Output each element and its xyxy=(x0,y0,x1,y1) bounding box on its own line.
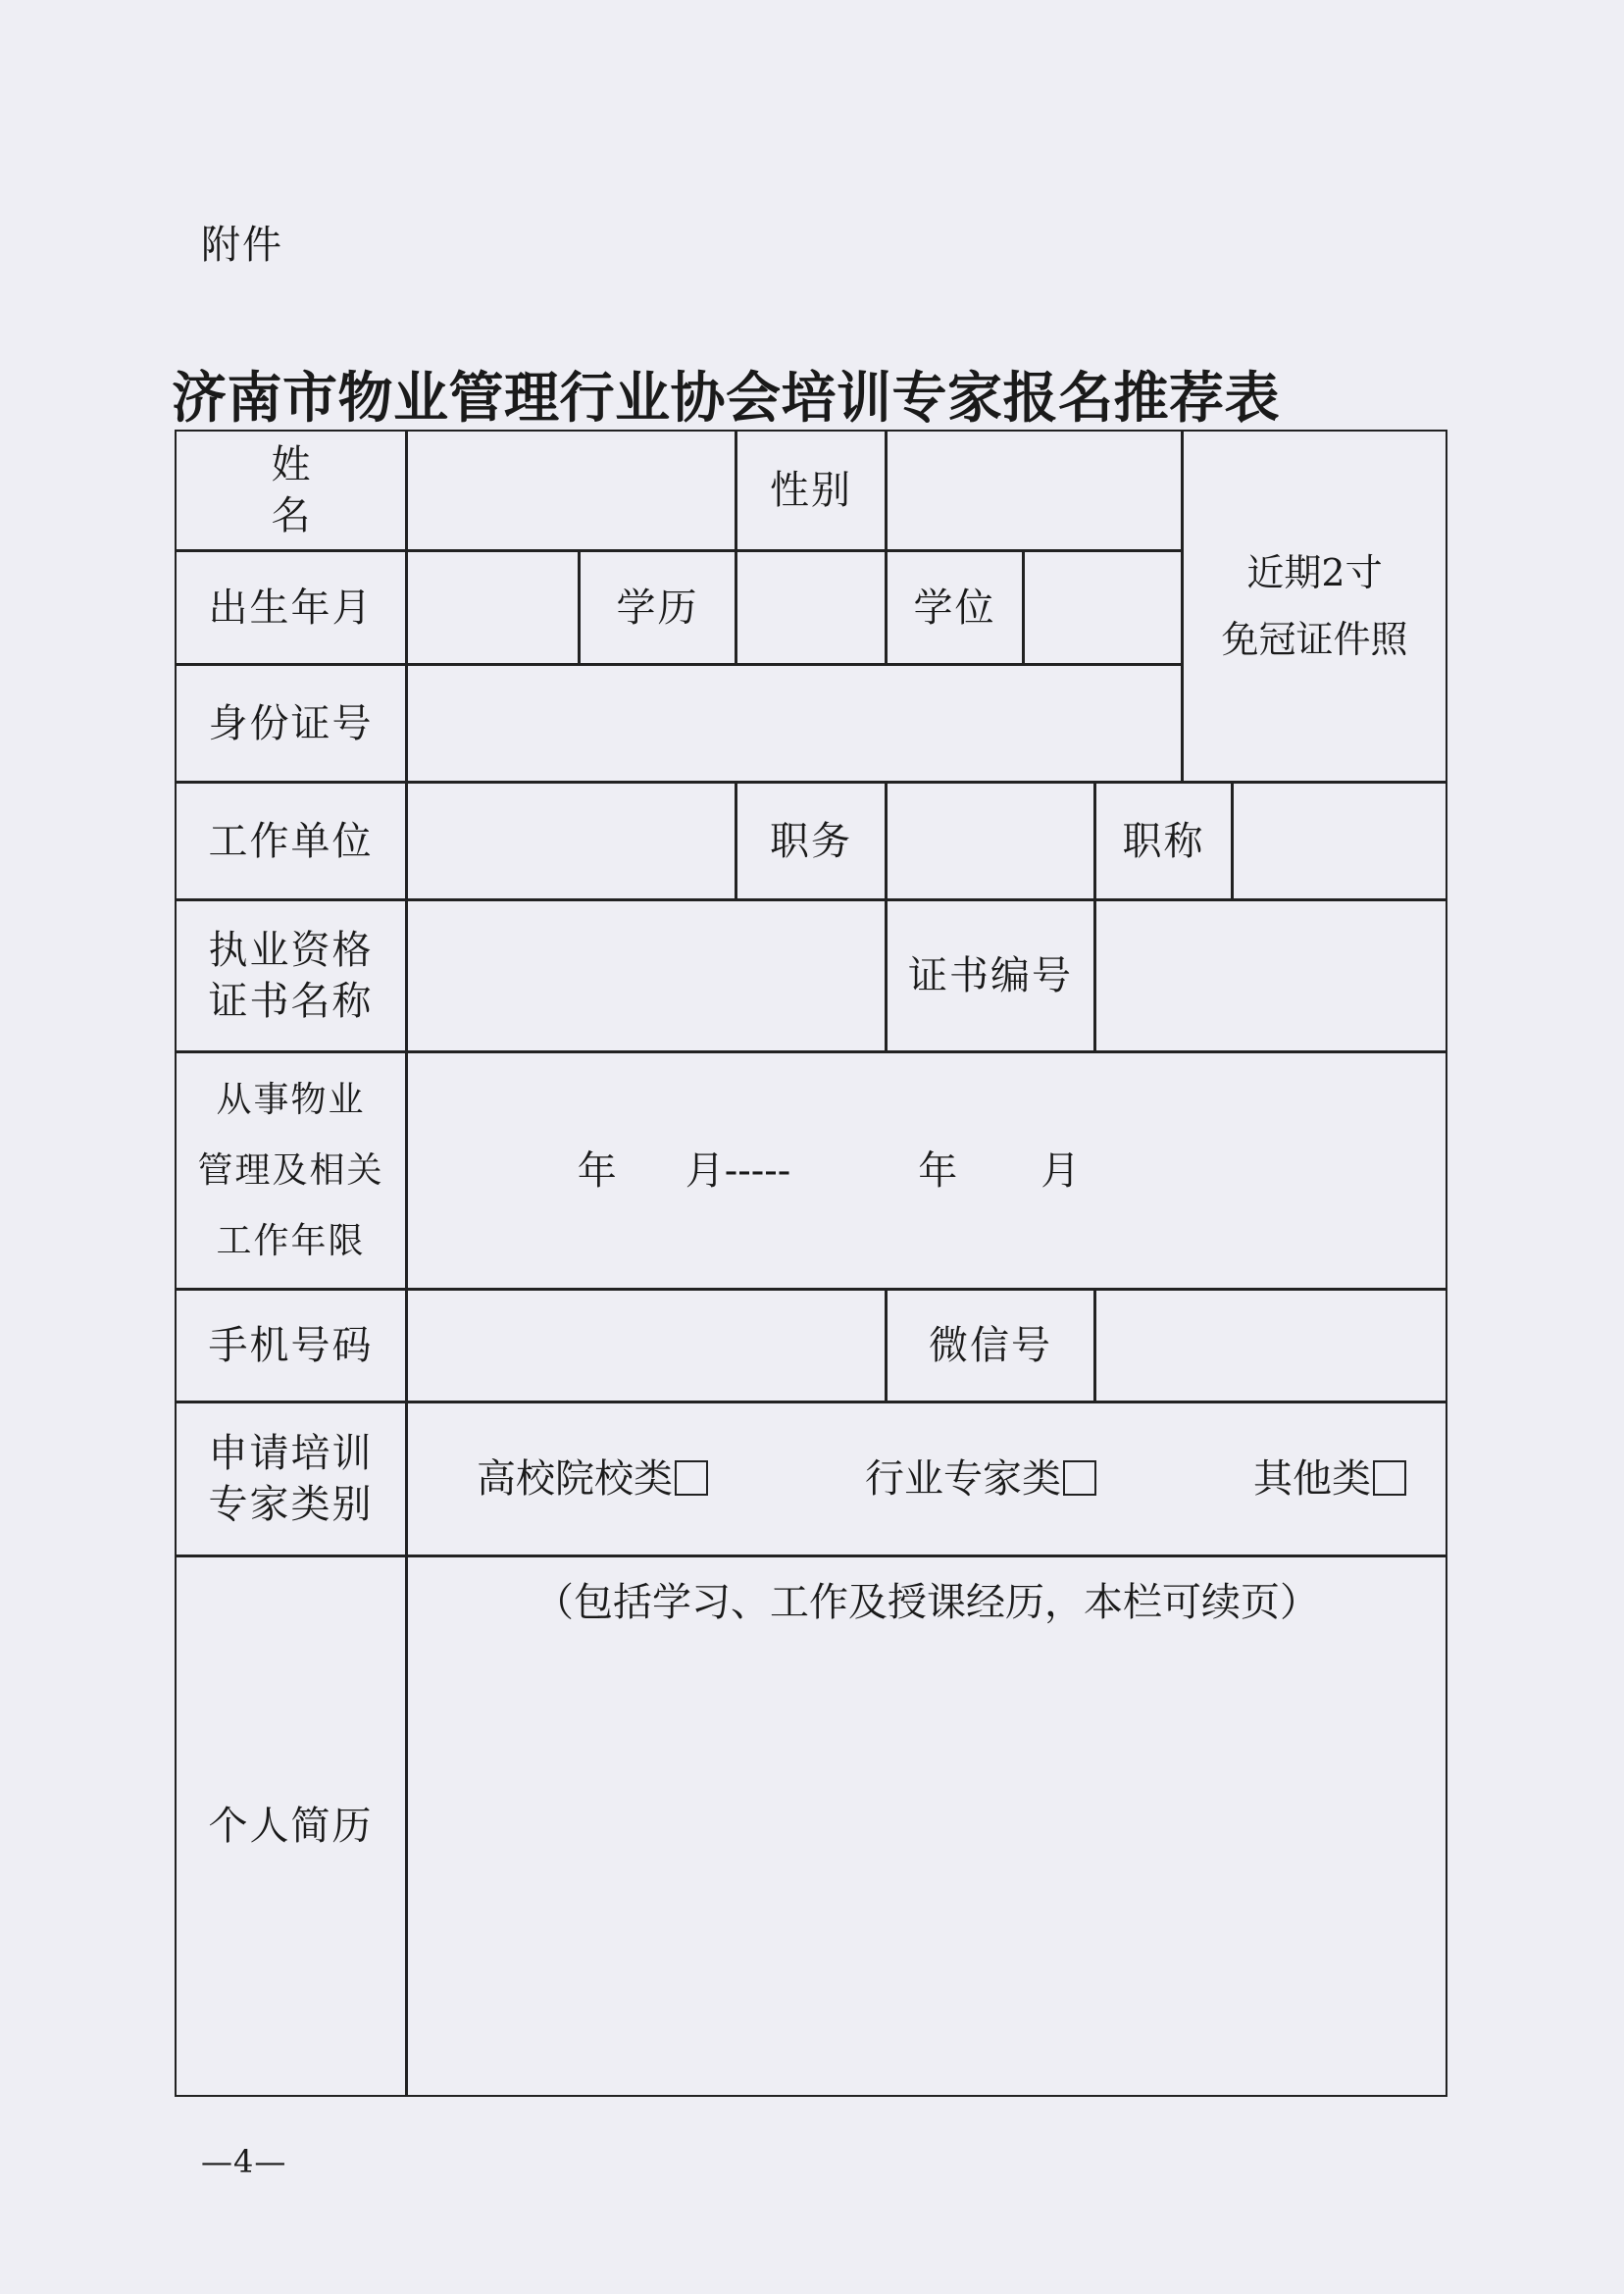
work-years-period-field[interactable] xyxy=(406,1051,1447,1290)
checkbox-icon[interactable] xyxy=(675,1460,708,1496)
professional-title-field[interactable] xyxy=(1232,782,1447,900)
employer-field[interactable] xyxy=(406,782,736,900)
gender-label: 性别 xyxy=(736,430,887,551)
id-number-label: 身份证号 xyxy=(175,664,407,783)
work-years-label: 从事物业 管理及相关 工作年限 xyxy=(175,1051,407,1290)
phone-label: 手机号码 xyxy=(175,1289,407,1402)
expert-category-options xyxy=(406,1402,1447,1556)
photo-instruction-line1: 近期2寸 xyxy=(1246,550,1383,594)
resume-field[interactable] xyxy=(406,1555,1447,2097)
category-option-university[interactable]: 高校院校类 xyxy=(477,1453,708,1504)
page-number: —4— xyxy=(201,2143,287,2180)
start-month-unit: 月----- xyxy=(685,1147,791,1194)
education-field[interactable] xyxy=(736,550,887,665)
professional-title-label: 职称 xyxy=(1094,782,1233,900)
photo-placeholder[interactable] xyxy=(1182,430,1447,783)
resume-hint: （包括学习、工作及授课经历，本栏可续页） xyxy=(534,1580,1319,1625)
photo-instruction-line2: 免冠证件照 xyxy=(1221,618,1408,661)
checkbox-icon[interactable] xyxy=(1373,1460,1406,1496)
degree-label: 学位 xyxy=(886,550,1024,665)
certificate-number-field[interactable] xyxy=(1094,899,1447,1052)
name-field[interactable] xyxy=(406,430,736,551)
certificate-number-label: 证书编号 xyxy=(886,899,1095,1052)
resume-label: 个人简历 xyxy=(175,1555,407,2097)
attachment-label: 附件 xyxy=(201,223,283,268)
category-option-industry[interactable]: 行业专家类 xyxy=(865,1453,1096,1504)
birth-date-field[interactable] xyxy=(406,550,580,665)
employer-label: 工作单位 xyxy=(175,782,407,900)
end-month-unit: 月 xyxy=(1040,1147,1081,1194)
degree-field[interactable] xyxy=(1023,550,1183,665)
position-field[interactable] xyxy=(886,782,1095,900)
certificate-name-field[interactable] xyxy=(406,899,887,1052)
checkbox-icon[interactable] xyxy=(1063,1460,1096,1496)
certificate-name-label: 执业资格 证书名称 xyxy=(175,899,407,1052)
id-number-field[interactable] xyxy=(406,664,1183,783)
phone-field[interactable] xyxy=(406,1289,887,1402)
name-label: 姓 名 xyxy=(175,430,407,551)
wechat-field[interactable] xyxy=(1094,1289,1447,1402)
category-option-other[interactable]: 其他类 xyxy=(1253,1453,1406,1504)
wechat-label: 微信号 xyxy=(886,1289,1095,1402)
birth-date-label: 出生年月 xyxy=(175,550,407,665)
education-label: 学历 xyxy=(579,550,736,665)
gender-field[interactable] xyxy=(886,430,1183,551)
expert-category-label: 申请培训 专家类别 xyxy=(175,1402,407,1556)
start-year-unit: 年 xyxy=(577,1147,617,1194)
end-year-unit: 年 xyxy=(918,1147,958,1194)
position-label: 职务 xyxy=(736,782,887,900)
form-title: 济南市物业管理行业协会培训专家报名推荐表 xyxy=(172,367,1280,431)
